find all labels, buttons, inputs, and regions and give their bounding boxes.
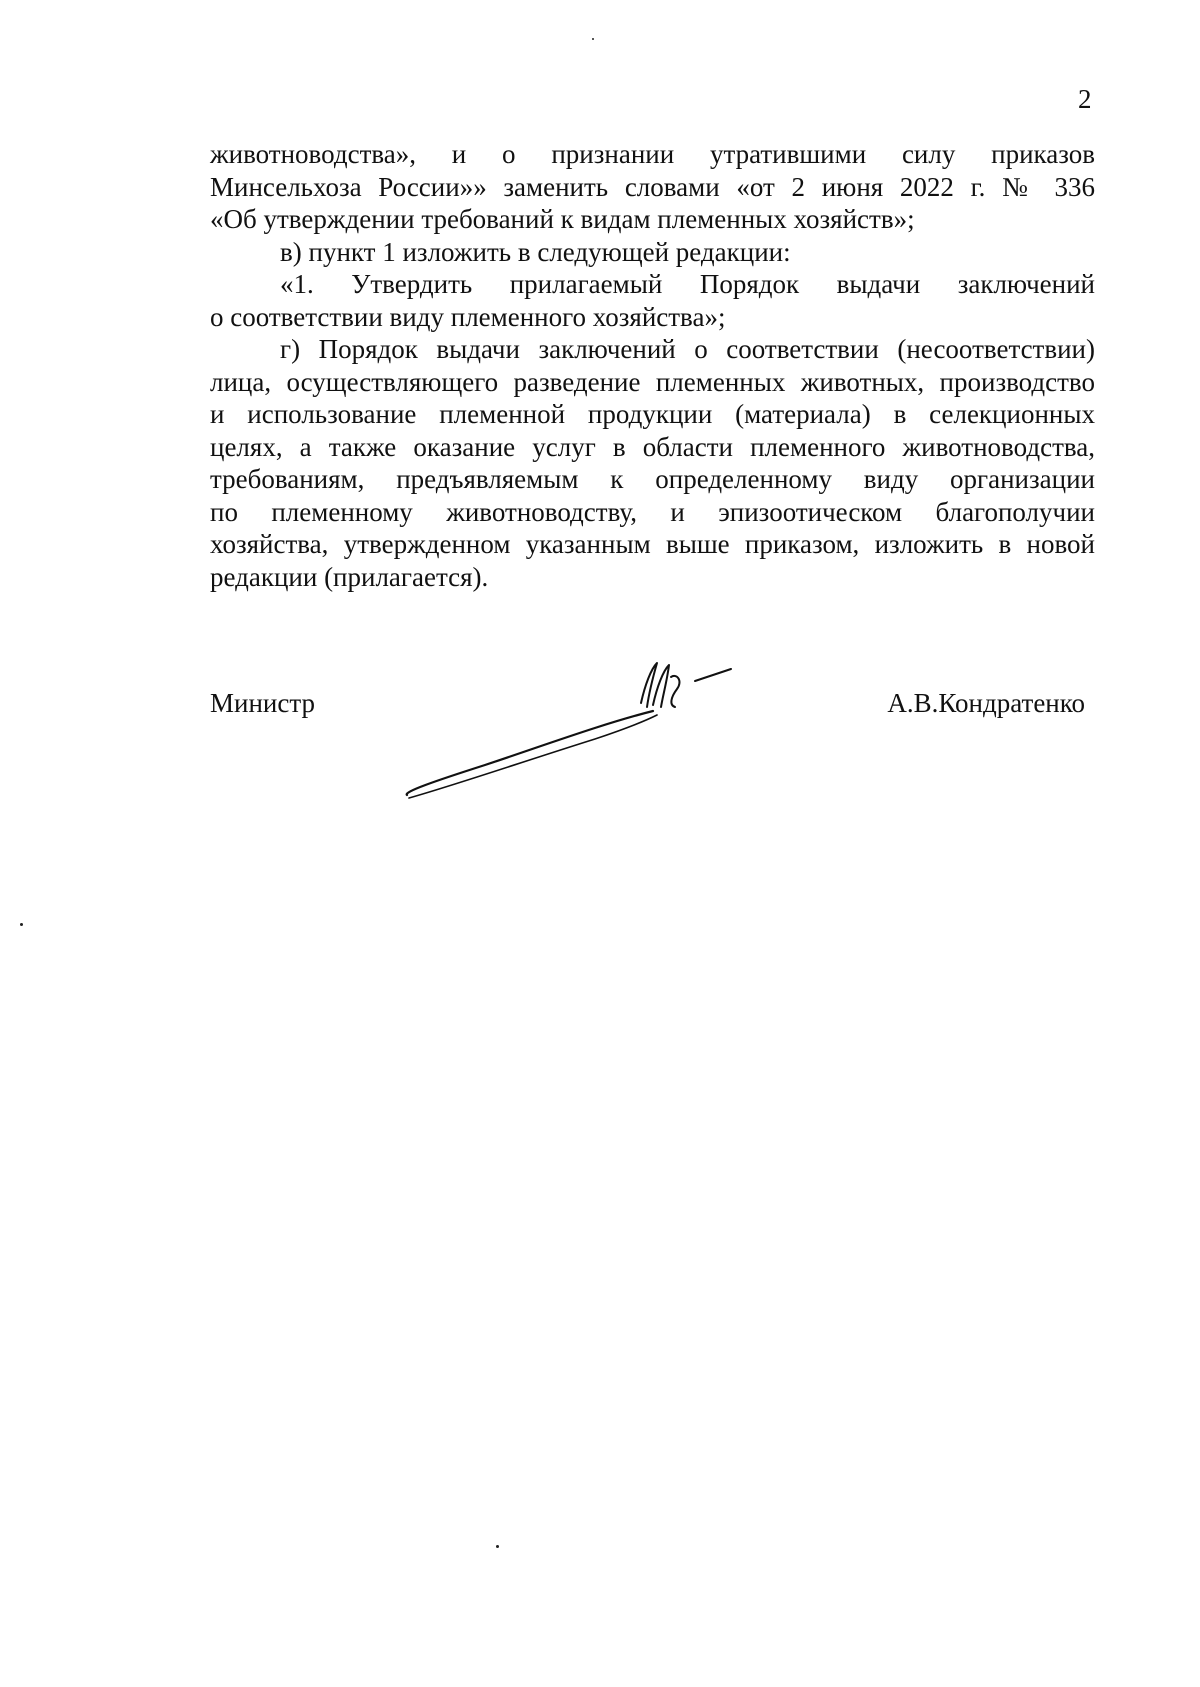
text-line: животноводства», и о признании утратившими силу приказов bbox=[210, 139, 1095, 169]
text-line: целях, а также оказание услуг в области племенного животноводства, bbox=[210, 431, 1095, 462]
text-line: «1. Утвердить прилагаемый Порядок выдачи заключений bbox=[280, 269, 1095, 299]
text-line: редакции (прилагается). bbox=[210, 561, 489, 592]
signature-stroke bbox=[695, 669, 731, 681]
text-line: по племенному животноводству, и эпизоотическом благополучии bbox=[210, 496, 1095, 527]
text-line: лица, осуществляющего разведение племенных животных, производство bbox=[210, 366, 1095, 397]
signature-stroke bbox=[671, 676, 679, 707]
signature-stroke bbox=[407, 711, 653, 795]
text-line: хозяйства, утвержденном указанным выше приказом, изложить в новой bbox=[210, 529, 1095, 559]
text-line: требованиям, предъявляемым к определенному виду организации bbox=[210, 464, 1095, 494]
handwritten-signature bbox=[395, 655, 740, 805]
scan-speck bbox=[592, 38, 594, 40]
text-line: г) Порядок выдачи заключений о соответствии (несоответствии) bbox=[280, 334, 1095, 364]
signatory-name: А.В.Кондратенко bbox=[887, 688, 1085, 718]
text-line: Минсельхоза России»» заменить словами «от 2 июня 2022 г. № 336 bbox=[210, 171, 1095, 202]
signature-stroke bbox=[409, 715, 657, 798]
page-number: 2 bbox=[1078, 84, 1092, 114]
text-line: о соответствии виду племенного хозяйства»; bbox=[210, 301, 726, 332]
text-line: «Об утверждении требований к видам племенных хозяйств»; bbox=[210, 204, 915, 234]
text-line: в) пункт 1 изложить в следующей редакции: bbox=[280, 236, 791, 267]
text-line: и использование племенной продукции (материала) в селекционных bbox=[210, 399, 1095, 429]
document-body bbox=[210, 138, 1095, 593]
scan-speck bbox=[20, 923, 23, 926]
signatory-title: Министр bbox=[210, 688, 315, 718]
scan-speck bbox=[496, 1545, 499, 1548]
